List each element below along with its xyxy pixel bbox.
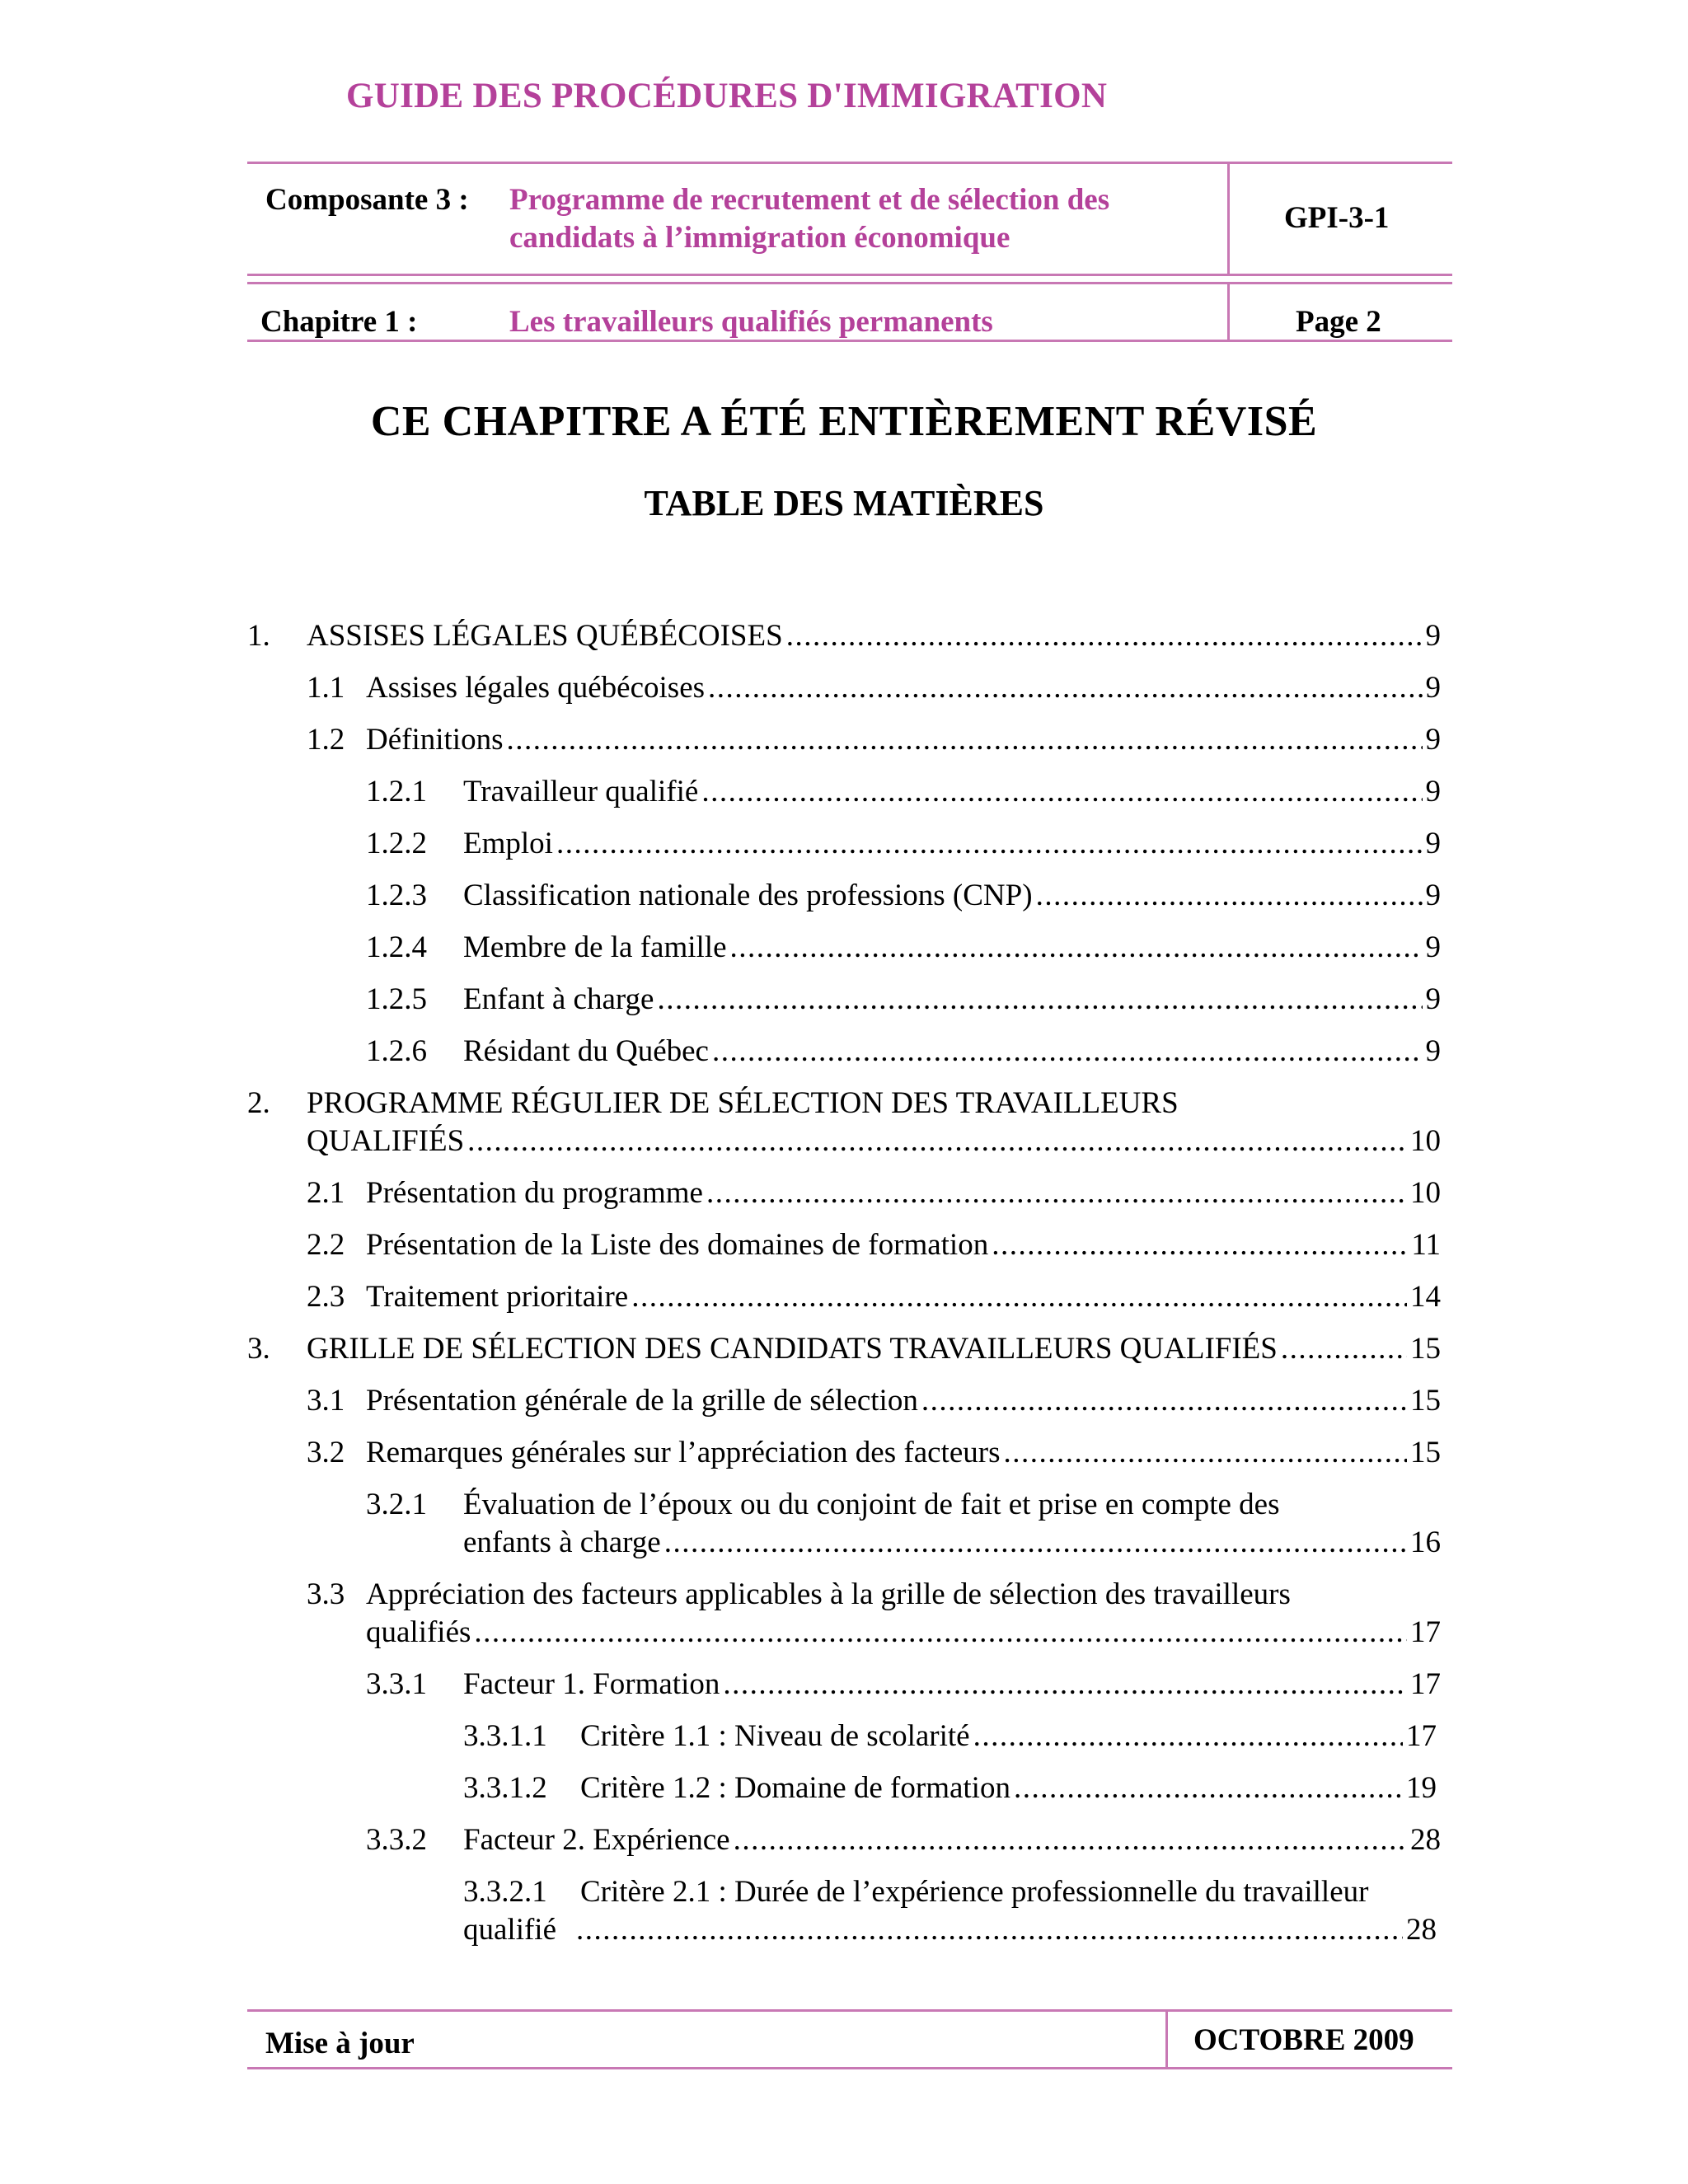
toc-leader-dots [992, 1226, 1408, 1264]
toc-page: 9 [1425, 1034, 1441, 1068]
toc-number: 1.1 [307, 671, 345, 705]
document-code: GPI-3-1 [1284, 201, 1390, 235]
guide-title: GUIDE DES PROCÉDURES D'IMMIGRATION [346, 77, 1108, 115]
toc-page: 10 [1410, 1124, 1441, 1158]
toc-page: 15 [1410, 1436, 1441, 1469]
footer-update-label: Mise à jour [265, 2027, 415, 2060]
toc-number: 2. [247, 1086, 270, 1120]
toc-entry[interactable] [307, 1174, 1441, 1212]
toc-number: 3.1 [307, 1384, 345, 1418]
toc-label: Remarques générales sur l’appréciation des facteurs [366, 1436, 1001, 1469]
toc-page: 11 [1411, 1228, 1441, 1262]
toc-number: 1.2.5 [366, 982, 427, 1016]
toc-entry[interactable] [307, 1226, 1441, 1264]
footer-date: OCTOBRE 2009 [1193, 2023, 1414, 2057]
toc-number: 2.1 [307, 1176, 345, 1210]
toc-number: 1.2.6 [366, 1034, 427, 1068]
toc-number: 3.3.2 [366, 1823, 427, 1857]
toc-entry[interactable] [366, 1033, 1441, 1071]
toc-page: 28 [1406, 1913, 1437, 1947]
component-title-line1: Programme de recrutement et de sélection des [509, 183, 1110, 217]
toc-label: Assises légales québécoises [366, 671, 706, 705]
chapter-title: Les travailleurs qualifiés permanents [509, 305, 993, 339]
toc-number: 1.2.1 [366, 775, 427, 808]
toc-leader-dots [701, 773, 1422, 811]
toc-page: 17 [1410, 1615, 1441, 1649]
toc-entry[interactable] [463, 1769, 1437, 1807]
toc-label: Classification nationale des professions (CNP) [463, 879, 1033, 912]
header-top-rule [247, 162, 1452, 164]
toc-page: 15 [1410, 1384, 1441, 1418]
toc-label: Facteur 2. Expérience [463, 1823, 730, 1857]
toc-number: 3.3 [307, 1577, 345, 1611]
toc-entry[interactable] [307, 1278, 1441, 1316]
toc-entry[interactable] [463, 1911, 1437, 1949]
toc-page: 9 [1425, 671, 1441, 705]
toc-entry[interactable] [366, 1821, 1441, 1859]
toc-page: 14 [1410, 1280, 1441, 1314]
toc-label: enfants à charge [463, 1526, 661, 1559]
toc-page: 17 [1410, 1667, 1441, 1701]
toc-entry[interactable] [307, 1382, 1441, 1420]
toc-label: GRILLE DE SÉLECTION DES CANDIDATS TRAVAILLEURS QUALIFIÉS [307, 1332, 1278, 1366]
footer-bottom-rule [247, 2067, 1452, 2069]
toc-page: 9 [1425, 723, 1441, 757]
toc-number: 3.2 [307, 1436, 345, 1469]
toc-leader-dots [973, 1718, 1403, 1755]
toc-page: 9 [1425, 619, 1441, 653]
toc-page: 10 [1410, 1176, 1441, 1210]
toc-entry[interactable] [366, 981, 1441, 1019]
toc-page: 28 [1410, 1823, 1441, 1857]
toc-label: Traitement prioritaire [366, 1280, 629, 1314]
toc-label-line1: Évaluation de l’époux ou du conjoint de fait et prise en compte des [463, 1488, 1280, 1521]
toc-label: Enfant à charge [463, 982, 654, 1016]
toc-label-line1: Appréciation des facteurs applicables à la grille de sélection des travailleurs [366, 1577, 1291, 1611]
toc-leader-dots [1014, 1769, 1403, 1807]
toc-leader-dots [706, 1174, 1407, 1212]
toc-entry[interactable] [307, 721, 1441, 759]
toc-entry[interactable] [366, 877, 1441, 915]
toc-number: 3. [247, 1332, 270, 1366]
toc-leader-dots [730, 929, 1423, 967]
component-title-line2: candidats à l’immigration économique [509, 221, 1010, 255]
toc-number: 3.3.1.2 [463, 1771, 547, 1805]
toc-page: 9 [1425, 775, 1441, 808]
toc-entry[interactable] [366, 825, 1441, 863]
toc-leader-dots [474, 1614, 1407, 1652]
toc-number: 3.3.1.1 [463, 1719, 547, 1753]
toc-number: 3.3.1 [366, 1667, 427, 1701]
component-label: Composante 3 : [265, 183, 469, 217]
toc-entry[interactable] [307, 1122, 1441, 1160]
toc-entry[interactable] [463, 1718, 1437, 1755]
toc-leader-dots [1036, 877, 1423, 915]
page-number: Page 2 [1296, 305, 1381, 339]
toc-label: Présentation de la Liste des domaines de formation [366, 1228, 989, 1262]
toc-label: qualifiés [366, 1615, 471, 1649]
toc-leader-dots [576, 1911, 1403, 1949]
toc-label-line1: PROGRAMME RÉGULIER DE SÉLECTION DES TRAVAILLEURS [307, 1086, 1179, 1120]
toc-entry[interactable] [247, 617, 1441, 655]
toc-entry[interactable] [307, 1434, 1441, 1472]
toc-entry[interactable] [463, 1524, 1441, 1562]
toc-page: 9 [1425, 827, 1441, 860]
toc-entry[interactable] [366, 1614, 1441, 1652]
toc-label: Membre de la famille [463, 930, 727, 964]
toc-leader-dots [1003, 1434, 1407, 1472]
toc-label: Présentation du programme [366, 1176, 703, 1210]
toc-leader-dots [506, 721, 1422, 759]
toc-label-line1: Critère 2.1 : Durée de l’expérience professionnelle du travailleur [580, 1875, 1369, 1909]
toc-page: 19 [1406, 1771, 1437, 1805]
toc-label: QUALIFIÉS [307, 1124, 465, 1158]
toc-entry[interactable] [366, 1666, 1441, 1704]
toc-number: 2.2 [307, 1228, 345, 1262]
toc-label: Présentation générale de la grille de sélection [366, 1384, 918, 1418]
toc-label: Critère 1.2 : Domaine de formation [580, 1771, 1010, 1805]
toc-leader-dots [723, 1666, 1407, 1704]
toc-leader-dots [921, 1382, 1407, 1420]
toc-number: 1.2.4 [366, 930, 427, 964]
toc-entry[interactable] [366, 773, 1441, 811]
toc-label: qualifié [463, 1913, 557, 1947]
header-mid-rule-2 [247, 282, 1452, 284]
header-col-divider-1 [1227, 162, 1230, 276]
toc-number: 3.3.2.1 [463, 1875, 547, 1909]
toc-page: 9 [1425, 982, 1441, 1016]
toc-entry[interactable] [366, 929, 1441, 967]
toc-page: 16 [1410, 1526, 1441, 1559]
footer-top-rule [247, 2009, 1452, 2012]
toc-page: 9 [1425, 930, 1441, 964]
toc-number: 3.2.1 [366, 1488, 427, 1521]
toc-number: 1.2.2 [366, 827, 427, 860]
footer-divider [1165, 2009, 1168, 2069]
toc-label: Résidant du Québec [463, 1034, 709, 1068]
toc-number: 1.2 [307, 723, 345, 757]
toc-number: 1.2.3 [366, 879, 427, 912]
toc-label: Critère 1.1 : Niveau de scolarité [580, 1719, 970, 1753]
toc-leader-dots [657, 981, 1422, 1019]
header-mid-rule-1 [247, 274, 1452, 276]
toc-label: ASSISES LÉGALES QUÉBÉCOISES [307, 619, 783, 653]
toc-leader-dots [786, 617, 1423, 655]
toc-entry[interactable] [247, 1330, 1441, 1368]
toc-leader-dots [712, 1033, 1423, 1071]
toc-number: 2.3 [307, 1280, 345, 1314]
toc-label: Emploi [463, 827, 553, 860]
toc-leader-dots [556, 825, 1423, 863]
toc-label: Définitions [366, 723, 504, 757]
toc-page: 17 [1406, 1719, 1437, 1753]
toc-label: Facteur 1. Formation [463, 1667, 720, 1701]
toc-leader-dots [708, 669, 1422, 707]
toc-leader-dots [734, 1821, 1407, 1859]
chapter-label: Chapitre 1 : [260, 305, 418, 339]
toc-leader-dots [467, 1122, 1407, 1160]
toc-leader-dots [1281, 1330, 1407, 1368]
toc-leader-dots [664, 1524, 1407, 1562]
toc-number: 1. [247, 619, 270, 653]
toc-page: 15 [1410, 1332, 1441, 1366]
header-col-divider-2 [1227, 282, 1230, 341]
toc-label: Travailleur qualifié [463, 775, 699, 808]
toc-page: 9 [1425, 879, 1441, 912]
toc-leader-dots [631, 1278, 1407, 1316]
toc-title: TABLE DES MATIÈRES [644, 483, 1044, 523]
toc-entry[interactable] [307, 669, 1441, 707]
main-title: CE CHAPITRE A ÉTÉ ENTIÈREMENT RÉVISÉ [370, 398, 1318, 445]
